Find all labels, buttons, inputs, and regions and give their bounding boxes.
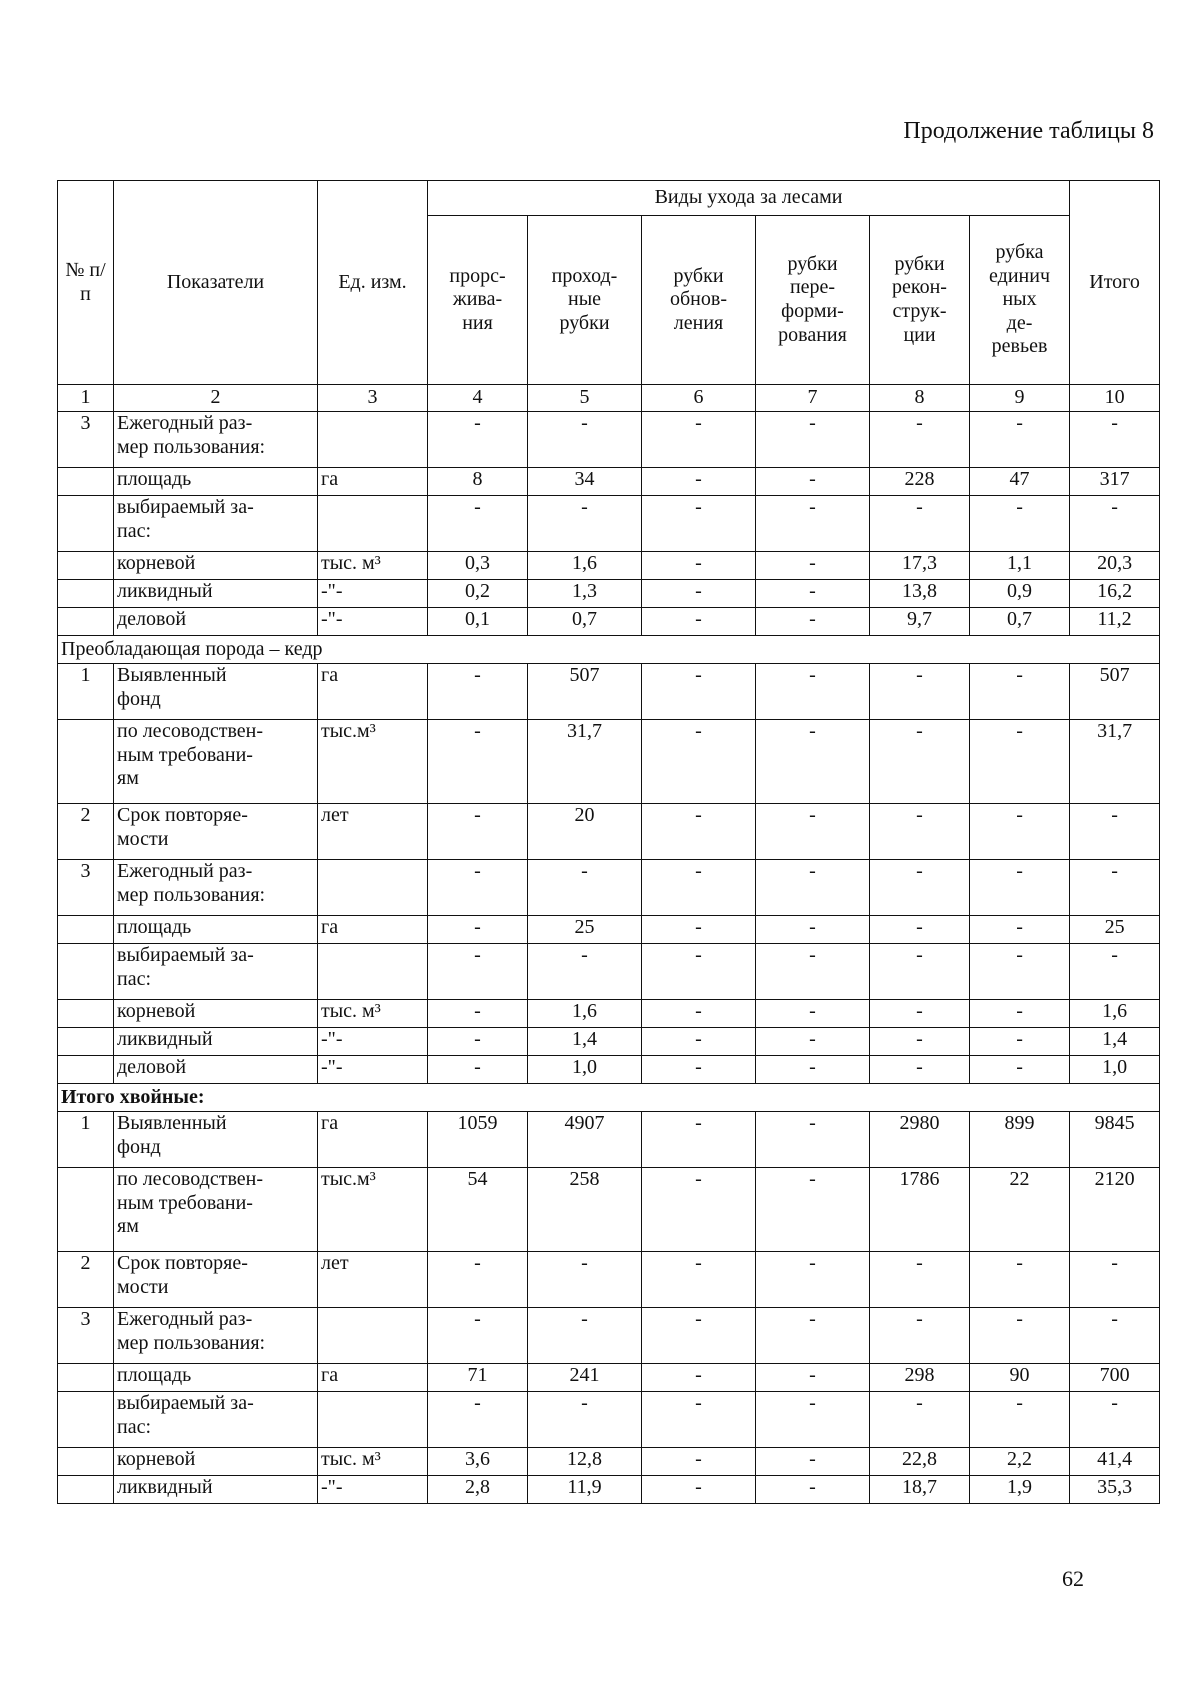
row-value: - (756, 916, 870, 944)
section-row (58, 1084, 1160, 1112)
row-value: 0,3 (428, 552, 528, 580)
row-value: - (970, 1056, 1070, 1084)
row-number (58, 916, 114, 944)
row-total: - (1070, 1308, 1160, 1364)
row-label: Срок повторяе- мости (114, 1252, 318, 1308)
row-value: 2,2 (970, 1448, 1070, 1476)
row-value: - (528, 496, 642, 552)
row-number: 3 (58, 1308, 114, 1364)
row-value: - (756, 804, 870, 860)
row-value: - (870, 1000, 970, 1028)
row-value: - (528, 1392, 642, 1448)
header-unit: Ед. изм. (318, 181, 428, 385)
table-body (58, 412, 1160, 1504)
header-column-numbers (58, 385, 1160, 412)
row-value: 0,7 (970, 608, 1070, 636)
row-label: площадь (114, 916, 318, 944)
row-value: 1,6 (528, 552, 642, 580)
table-row (58, 1308, 1160, 1364)
row-value: 1,1 (970, 552, 1070, 580)
row-value: - (870, 916, 970, 944)
row-value: - (756, 1364, 870, 1392)
row-number (58, 496, 114, 552)
row-value: - (642, 1056, 756, 1084)
table-row (58, 916, 1160, 944)
row-value: 1,3 (528, 580, 642, 608)
table-row (58, 1252, 1160, 1308)
row-value: - (642, 860, 756, 916)
row-number (58, 580, 114, 608)
header-col-1: прорс- жива- ния (428, 216, 528, 385)
row-value: 8 (428, 468, 528, 496)
row-value: - (428, 412, 528, 468)
row-number: 3 (58, 412, 114, 468)
row-total: 16,2 (1070, 580, 1160, 608)
row-label: ликвидный (114, 580, 318, 608)
row-unit (318, 1308, 428, 1364)
row-unit: -"- (318, 580, 428, 608)
row-value: 4907 (528, 1112, 642, 1168)
table-row (58, 1000, 1160, 1028)
row-value: 71 (428, 1364, 528, 1392)
row-value: - (528, 860, 642, 916)
row-value: - (756, 1028, 870, 1056)
row-value: 12,8 (528, 1448, 642, 1476)
row-value: - (642, 804, 756, 860)
row-number (58, 1028, 114, 1056)
row-total: 11,2 (1070, 608, 1160, 636)
header-indicators: Показатели (114, 181, 318, 385)
row-value: 0,9 (970, 580, 1070, 608)
row-value: - (870, 1252, 970, 1308)
row-total: - (1070, 1252, 1160, 1308)
row-value: - (428, 1056, 528, 1084)
row-value: - (642, 552, 756, 580)
row-total: 9845 (1070, 1112, 1160, 1168)
row-label: корневой (114, 1000, 318, 1028)
row-value: - (756, 1056, 870, 1084)
row-value: 20 (528, 804, 642, 860)
column-number: 4 (428, 385, 528, 412)
header-total: Итого (1070, 181, 1160, 385)
row-unit: га (318, 1112, 428, 1168)
row-label: корневой (114, 552, 318, 580)
row-value: - (970, 944, 1070, 1000)
row-number (58, 944, 114, 1000)
page-number: 62 (1062, 1566, 1084, 1591)
row-unit: -"- (318, 1476, 428, 1504)
row-number (58, 1056, 114, 1084)
row-total: - (1070, 412, 1160, 468)
row-label: ликвидный (114, 1476, 318, 1504)
table-row (58, 1112, 1160, 1168)
row-unit: тыс.м³ (318, 1168, 428, 1252)
row-total: 31,7 (1070, 720, 1160, 804)
row-total: 20,3 (1070, 552, 1160, 580)
row-value: 0,2 (428, 580, 528, 608)
row-value: - (970, 1392, 1070, 1448)
row-value: - (642, 1308, 756, 1364)
row-value: - (870, 1056, 970, 1084)
row-value: - (870, 1028, 970, 1056)
row-label: Ежегодный раз- мер пользования: (114, 412, 318, 468)
row-value: 11,9 (528, 1476, 642, 1504)
row-value: 0,1 (428, 608, 528, 636)
row-value: - (428, 860, 528, 916)
table-row (58, 496, 1160, 552)
row-value: - (642, 944, 756, 1000)
row-value: - (870, 412, 970, 468)
row-value: - (428, 944, 528, 1000)
header-col-4: рубки пере- форми- рования (756, 216, 870, 385)
row-value: - (756, 664, 870, 720)
row-value: - (642, 916, 756, 944)
row-label: выбираемый за- пас: (114, 944, 318, 1000)
column-number: 7 (756, 385, 870, 412)
row-unit (318, 412, 428, 468)
row-value: - (642, 1364, 756, 1392)
row-value: 22 (970, 1168, 1070, 1252)
row-value: - (642, 1168, 756, 1252)
table-row (58, 1448, 1160, 1476)
row-total: 2120 (1070, 1168, 1160, 1252)
row-value: 34 (528, 468, 642, 496)
table-row (58, 1168, 1160, 1252)
row-label: по лесоводствен- ным требовани- ям (114, 720, 318, 804)
row-value: 899 (970, 1112, 1070, 1168)
row-total: 41,4 (1070, 1448, 1160, 1476)
row-number: 1 (58, 664, 114, 720)
row-unit (318, 1392, 428, 1448)
row-value: - (756, 1112, 870, 1168)
row-value: - (756, 1252, 870, 1308)
row-value: - (756, 580, 870, 608)
row-value: - (756, 720, 870, 804)
row-total: 507 (1070, 664, 1160, 720)
row-value: - (870, 804, 970, 860)
row-label: Выявленный фонд (114, 664, 318, 720)
row-value: - (756, 608, 870, 636)
row-value: - (428, 1308, 528, 1364)
row-value: 13,8 (870, 580, 970, 608)
row-value: - (642, 720, 756, 804)
row-value: - (870, 1392, 970, 1448)
row-label: площадь (114, 468, 318, 496)
row-label: по лесоводствен- ным требовани- ям (114, 1168, 318, 1252)
row-value: - (528, 412, 642, 468)
row-value: - (428, 496, 528, 552)
row-value: - (756, 552, 870, 580)
row-total: 1,6 (1070, 1000, 1160, 1028)
row-label: ликвидный (114, 1028, 318, 1056)
row-value: 1786 (870, 1168, 970, 1252)
row-value: - (756, 1168, 870, 1252)
row-value: - (642, 496, 756, 552)
row-value: - (642, 608, 756, 636)
row-value: - (870, 720, 970, 804)
table-row (58, 608, 1160, 636)
table-row (58, 1392, 1160, 1448)
column-number: 10 (1070, 385, 1160, 412)
row-value: 1,6 (528, 1000, 642, 1028)
row-unit: га (318, 1364, 428, 1392)
row-value: - (642, 664, 756, 720)
row-value: - (642, 1112, 756, 1168)
row-value: - (756, 412, 870, 468)
row-unit: га (318, 468, 428, 496)
row-value: - (970, 720, 1070, 804)
row-value: - (756, 1392, 870, 1448)
row-value: - (528, 944, 642, 1000)
row-value: - (970, 1028, 1070, 1056)
row-value: - (642, 1448, 756, 1476)
row-value: - (642, 1392, 756, 1448)
table-row (58, 1056, 1160, 1084)
row-value: - (428, 1000, 528, 1028)
row-unit: -"- (318, 608, 428, 636)
row-value: 25 (528, 916, 642, 944)
table-row (58, 412, 1160, 468)
row-value: 47 (970, 468, 1070, 496)
row-value: - (528, 1252, 642, 1308)
row-total: - (1070, 1392, 1160, 1448)
row-value: - (970, 804, 1070, 860)
row-value: - (870, 664, 970, 720)
header-col-2: проход- ные рубки (528, 216, 642, 385)
row-value: - (428, 664, 528, 720)
column-number: 5 (528, 385, 642, 412)
row-label: Срок повторяе- мости (114, 804, 318, 860)
row-number (58, 1392, 114, 1448)
row-label: выбираемый за- пас: (114, 1392, 318, 1448)
row-value: 31,7 (528, 720, 642, 804)
row-value: 258 (528, 1168, 642, 1252)
row-total: - (1070, 860, 1160, 916)
row-value: - (428, 1252, 528, 1308)
table-row (58, 720, 1160, 804)
row-value: - (642, 468, 756, 496)
row-label: деловой (114, 608, 318, 636)
section-row (58, 636, 1160, 664)
row-unit (318, 860, 428, 916)
row-value: 228 (870, 468, 970, 496)
row-unit: тыс.м³ (318, 720, 428, 804)
row-value: 1059 (428, 1112, 528, 1168)
row-value: - (970, 664, 1070, 720)
row-value: - (642, 1000, 756, 1028)
row-value: 1,4 (528, 1028, 642, 1056)
row-total: 25 (1070, 916, 1160, 944)
row-value: - (428, 720, 528, 804)
row-number (58, 1476, 114, 1504)
row-value: - (970, 496, 1070, 552)
row-value: - (756, 1476, 870, 1504)
row-value: - (428, 1028, 528, 1056)
row-unit (318, 496, 428, 552)
row-value: - (970, 412, 1070, 468)
row-value: - (970, 860, 1070, 916)
row-number (58, 468, 114, 496)
table-row (58, 1364, 1160, 1392)
row-value: - (642, 1476, 756, 1504)
row-value: - (428, 916, 528, 944)
row-value: - (870, 860, 970, 916)
row-value: - (428, 1392, 528, 1448)
row-value: - (870, 1308, 970, 1364)
row-unit (318, 944, 428, 1000)
row-value: 54 (428, 1168, 528, 1252)
row-value: 9,7 (870, 608, 970, 636)
row-total: 35,3 (1070, 1476, 1160, 1504)
row-value: - (756, 944, 870, 1000)
header-num: № п/п (58, 181, 114, 385)
row-total: - (1070, 496, 1160, 552)
row-number (58, 1364, 114, 1392)
row-total: - (1070, 804, 1160, 860)
row-label: Выявленный фонд (114, 1112, 318, 1168)
header-col-6: рубка единич ных де- ревьев (970, 216, 1070, 385)
row-number (58, 552, 114, 580)
row-value: - (970, 1308, 1070, 1364)
table-row (58, 552, 1160, 580)
row-number (58, 1000, 114, 1028)
row-value: - (642, 412, 756, 468)
row-value: 241 (528, 1364, 642, 1392)
table-row (58, 1028, 1160, 1056)
row-value: - (642, 1252, 756, 1308)
table-row (58, 664, 1160, 720)
row-value: - (528, 1308, 642, 1364)
row-unit: лет (318, 804, 428, 860)
row-unit: -"- (318, 1056, 428, 1084)
row-number (58, 720, 114, 804)
column-number: 9 (970, 385, 1070, 412)
row-label: выбираемый за- пас: (114, 496, 318, 552)
row-value: 17,3 (870, 552, 970, 580)
table-row (58, 944, 1160, 1000)
row-value: - (428, 804, 528, 860)
row-value: - (970, 1000, 1070, 1028)
row-total: - (1070, 944, 1160, 1000)
header-group: Виды ухода за лесами (428, 181, 1070, 216)
row-unit: тыс. м³ (318, 552, 428, 580)
row-number: 2 (58, 804, 114, 860)
row-value: 1,9 (970, 1476, 1070, 1504)
row-value: - (756, 1308, 870, 1364)
row-number: 2 (58, 1252, 114, 1308)
table-row (58, 580, 1160, 608)
table-row (58, 468, 1160, 496)
row-value: 90 (970, 1364, 1070, 1392)
row-value: - (870, 944, 970, 1000)
row-value: 0,7 (528, 608, 642, 636)
column-number: 6 (642, 385, 756, 412)
row-value: 2,8 (428, 1476, 528, 1504)
row-label: Ежегодный раз- мер пользования: (114, 860, 318, 916)
column-number: 8 (870, 385, 970, 412)
row-value: - (970, 1252, 1070, 1308)
row-value: 18,7 (870, 1476, 970, 1504)
row-unit: тыс. м³ (318, 1448, 428, 1476)
row-unit: -"- (318, 1028, 428, 1056)
row-value: - (756, 1448, 870, 1476)
row-number: 1 (58, 1112, 114, 1168)
row-unit: га (318, 916, 428, 944)
column-number: 2 (114, 385, 318, 412)
table-row (58, 860, 1160, 916)
row-value: 507 (528, 664, 642, 720)
row-value: - (642, 1028, 756, 1056)
row-number (58, 1448, 114, 1476)
column-number: 1 (58, 385, 114, 412)
table-row (58, 804, 1160, 860)
row-value: 3,6 (428, 1448, 528, 1476)
table-caption: Продолжение таблицы 8 (903, 118, 1154, 144)
header-col-3: рубки обнов- ления (642, 216, 756, 385)
row-label: Ежегодный раз- мер пользования: (114, 1308, 318, 1364)
section-heading: Преобладающая порода – кедр (58, 636, 1160, 664)
row-number (58, 608, 114, 636)
row-value: - (756, 1000, 870, 1028)
row-label: площадь (114, 1364, 318, 1392)
row-value: - (756, 468, 870, 496)
header-col-5: рубки рекон- струк- ции (870, 216, 970, 385)
row-value: - (756, 496, 870, 552)
table-row (58, 1476, 1160, 1504)
row-value: - (970, 916, 1070, 944)
row-value: - (642, 580, 756, 608)
row-number (58, 1168, 114, 1252)
row-total: 317 (1070, 468, 1160, 496)
row-unit: лет (318, 1252, 428, 1308)
row-value: 1,0 (528, 1056, 642, 1084)
row-total: 1,0 (1070, 1056, 1160, 1084)
row-total: 1,4 (1070, 1028, 1160, 1056)
row-value: 2980 (870, 1112, 970, 1168)
row-unit: га (318, 664, 428, 720)
row-value: - (756, 860, 870, 916)
row-number: 3 (58, 860, 114, 916)
row-value: 22,8 (870, 1448, 970, 1476)
section-heading: Итого хвойные: (58, 1084, 1160, 1112)
row-value: - (870, 496, 970, 552)
column-number: 3 (318, 385, 428, 412)
row-unit: тыс. м³ (318, 1000, 428, 1028)
row-total: 700 (1070, 1364, 1160, 1392)
row-value: 298 (870, 1364, 970, 1392)
row-label: деловой (114, 1056, 318, 1084)
row-label: корневой (114, 1448, 318, 1476)
forest-care-table (57, 180, 1160, 1504)
